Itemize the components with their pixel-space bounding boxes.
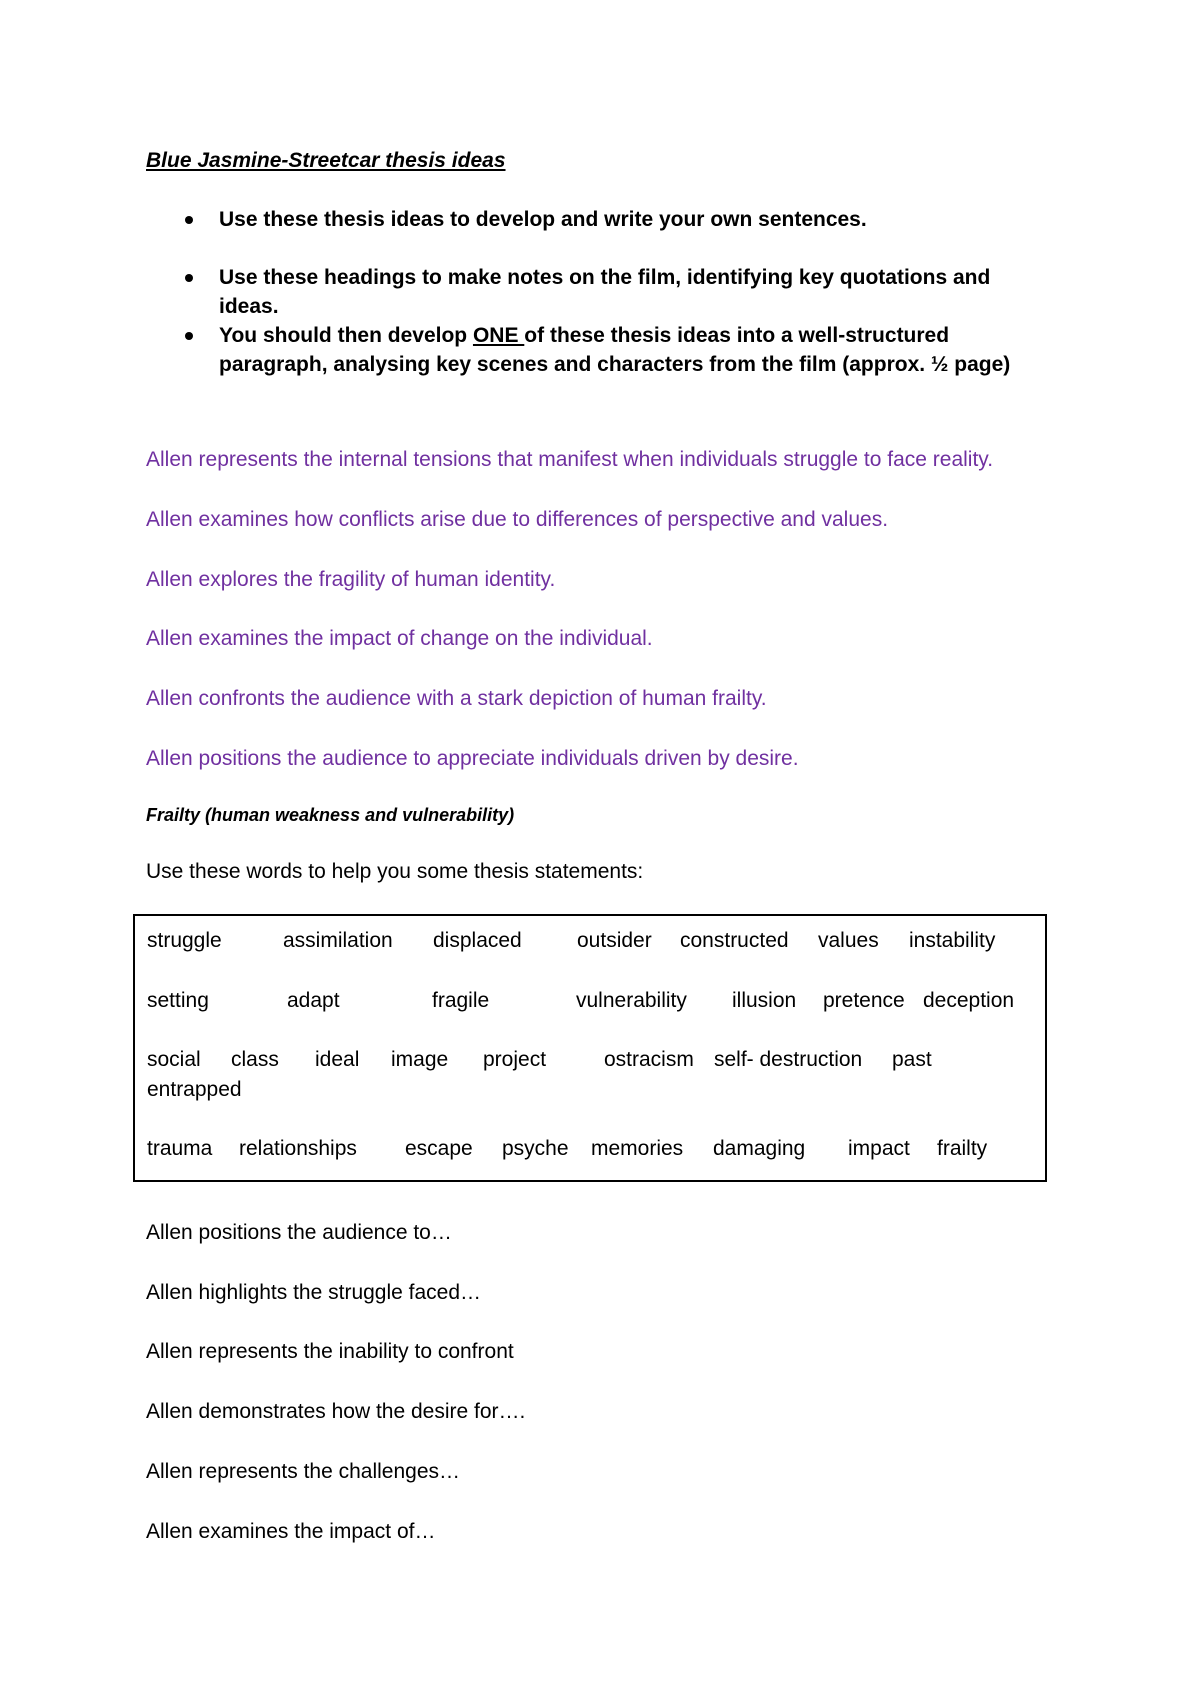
instruction-text-end: of these thesis ideas into a well-structured paragraph, analysing key scenes and characters from the film (approx. ½ page): [219, 324, 1011, 376]
document-title: Blue Jasmine-Streetcar thesis ideas: [146, 149, 506, 172]
thesis-idea: Allen positions the audience to appreciate individuals driven by desire.: [146, 747, 799, 770]
word-bank-word: fragile: [432, 989, 490, 1012]
word-bank-word: vulnerability: [576, 989, 687, 1012]
word-bank-word: pretence: [823, 989, 905, 1012]
sentence-stem: Allen represents the challenges…: [146, 1460, 461, 1483]
word-bank-word: image: [391, 1048, 449, 1071]
word-bank-word: setting: [147, 989, 209, 1012]
thesis-idea: Allen examines how conflicts arise due to differences of perspective and values.: [146, 508, 889, 531]
instruction-list: [146, 205, 1046, 379]
word-bank-box: [133, 914, 1047, 1182]
word-bank-word: deception: [923, 989, 1015, 1012]
word-bank-word: frailty: [937, 1137, 988, 1160]
word-bank-word: social: [147, 1048, 201, 1071]
word-bank-word: ideal: [315, 1048, 360, 1071]
instruction-item: [146, 321, 1046, 379]
word-bank-word: illusion: [732, 989, 797, 1012]
word-bank-word: memories: [591, 1137, 684, 1160]
instruction-text: Use these headings to make notes on the film, identifying key quotations and ideas.: [219, 266, 991, 318]
word-bank-word: instability: [909, 929, 996, 952]
word-bank-intro: Use these words to help you some thesis statements:: [146, 860, 644, 883]
sentence-stem: Allen demonstrates how the desire for….: [146, 1400, 526, 1423]
sentence-stem: Allen positions the audience to…: [146, 1221, 452, 1244]
sentence-stem: Allen examines the impact of…: [146, 1520, 436, 1543]
frailty-heading: Frailty (human weakness and vulnerability): [146, 805, 515, 825]
word-bank-word: psyche: [502, 1137, 569, 1160]
word-bank-word: entrapped: [147, 1078, 242, 1101]
instruction-item: [146, 205, 1046, 234]
instruction-emphasis: ONE: [472, 324, 525, 347]
instruction-item: [146, 263, 1046, 321]
bullet-icon: [185, 332, 193, 340]
thesis-idea: Allen examines the impact of change on the individual.: [146, 627, 653, 650]
word-bank-word: impact: [848, 1137, 910, 1160]
bullet-icon: [185, 274, 193, 282]
instruction-text-start: You should then develop: [219, 324, 473, 347]
word-bank-word: values: [818, 929, 879, 952]
word-bank-word: class: [231, 1048, 279, 1071]
sentence-stem: Allen highlights the struggle faced…: [146, 1281, 482, 1304]
word-bank-word: struggle: [147, 929, 222, 952]
word-bank-word: constructed: [680, 929, 789, 952]
word-bank-word: self- destruction: [714, 1048, 863, 1071]
thesis-idea: Allen represents the internal tensions that manifest when individuals struggle to face reality.: [146, 448, 994, 471]
word-bank-word: past: [892, 1048, 932, 1071]
word-bank-word: trauma: [147, 1137, 213, 1160]
word-bank-word: displaced: [433, 929, 522, 952]
word-bank-word: adapt: [287, 989, 340, 1012]
thesis-idea: Allen confronts the audience with a stark depiction of human frailty.: [146, 687, 767, 710]
word-bank-word: damaging: [713, 1137, 806, 1160]
word-bank-word: assimilation: [283, 929, 393, 952]
instruction-text: Use these thesis ideas to develop and write your own sentences.: [219, 208, 867, 231]
word-bank-word: ostracism: [604, 1048, 694, 1071]
word-bank-word: escape: [405, 1137, 473, 1160]
sentence-stem: Allen represents the inability to confront: [146, 1340, 514, 1363]
word-bank-word: outsider: [577, 929, 652, 952]
bullet-icon: [185, 216, 193, 224]
word-bank-word: project: [483, 1048, 547, 1071]
thesis-idea: Allen explores the fragility of human identity.: [146, 568, 556, 591]
word-bank-word: relationships: [239, 1137, 357, 1160]
